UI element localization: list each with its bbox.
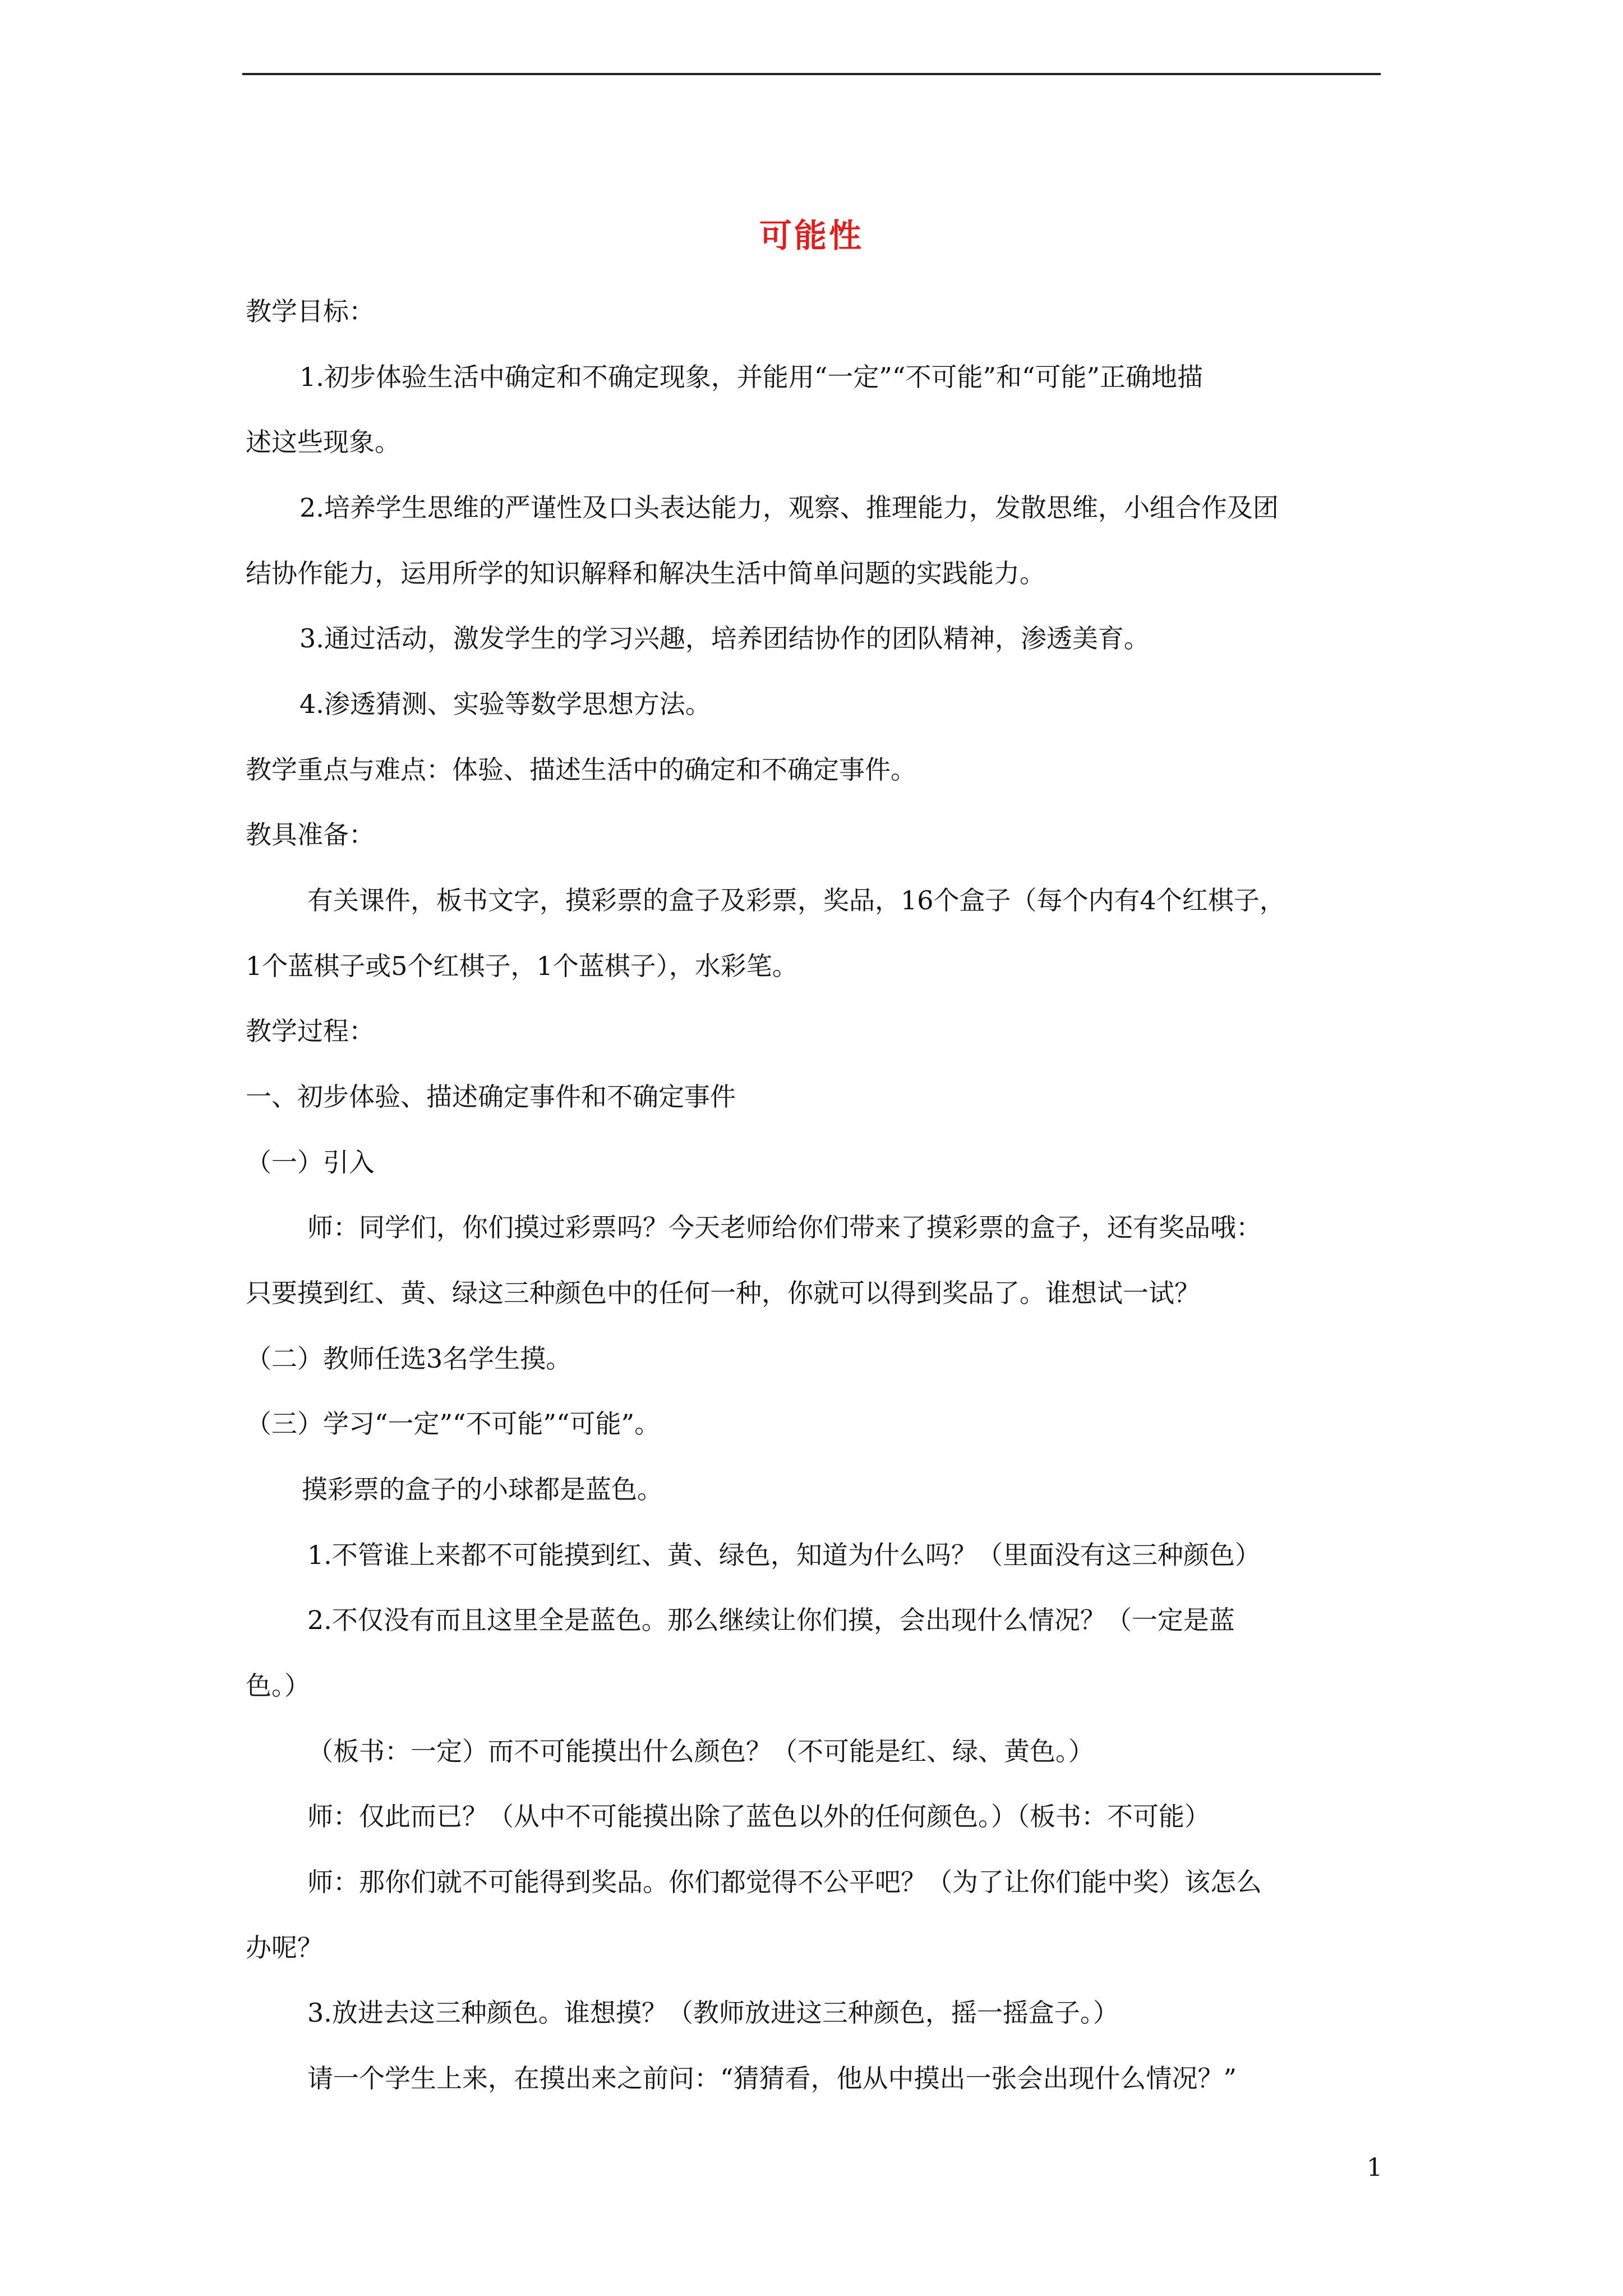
- paragraph-line: 述这些现象。: [246, 427, 400, 457]
- document-title: 可能性: [759, 217, 864, 255]
- paragraph-line: 结协作能力，运用所学的知识解释和解决生活中简单问题的实践能力。: [246, 558, 1045, 588]
- paragraph-line: 办呢？: [246, 1932, 323, 1963]
- section-heading-key-points: 教学重点与难点：体验、描述生活中的确定和不确定事件。: [246, 754, 916, 785]
- subsection-heading: （二）教师任选3名学生摸。: [246, 1343, 572, 1374]
- paragraph-line: 请一个学生上来，在摸出来之前问：“猜猜看，他从中摸出一张会出现什么情况？”: [307, 2063, 1237, 2093]
- subsection-heading: 一、初步体验、描述确定事件和不确定事件: [246, 1082, 736, 1112]
- header-rule: [242, 73, 1381, 75]
- paragraph-line: 色。）: [246, 1671, 310, 1701]
- paragraph-line: 2.不仅没有而且这里全是蓝色。那么继续让你们摸，会出现什么情况？（一定是蓝: [307, 1605, 1235, 1635]
- paragraph-line: 3.通过活动，激发学生的学习兴趣，培养团结协作的团队精神，渗透美育。: [299, 623, 1150, 654]
- paragraph-line: 4.渗透猜测、实验等数学思想方法。: [299, 689, 711, 719]
- paragraph-line: 师：那你们就不可能得到奖品。你们都觉得不公平吧？（为了让你们能中奖）该怎么: [307, 1867, 1262, 1897]
- paragraph-line: 1.初步体验生活中确定和不确定现象，并能用“一定”“不可能”和“可能”正确地描: [299, 362, 1203, 392]
- paragraph-line: 摸彩票的盒子的小球都是蓝色。: [302, 1474, 663, 1504]
- section-heading-objectives: 教学目标：: [246, 296, 375, 326]
- paragraph-line: 3.放进去这三种颜色。谁想摸？（教师放进这三种颜色，摇一摇盒子。）: [307, 1998, 1119, 2028]
- subsection-heading: （一）引入: [246, 1147, 375, 1177]
- paragraph-line: 2.培养学生思维的严谨性及口头表达能力，观察、推理能力，发散思维，小组合作及团: [299, 493, 1279, 523]
- paragraph-line: （板书：一定）而不可能摸出什么颜色？（不可能是红、绿、黄色。）: [307, 1736, 1094, 1766]
- page-number: 1: [1367, 2154, 1382, 2182]
- subsection-heading: （三）学习“一定”“不可能”“可能”。: [246, 1409, 661, 1439]
- paragraph-line: 只要摸到红、黄、绿这三种颜色中的任何一种，你就可以得到奖品了。谁想试一试？: [246, 1278, 1200, 1308]
- paragraph-line: 1个蓝棋子或5个红棋子，1个蓝棋子），水彩笔。: [246, 951, 798, 981]
- section-heading-process: 教学过程：: [246, 1016, 375, 1046]
- paragraph-line: 师：同学们，你们摸过彩票吗？今天老师给你们带来了摸彩票的盒子，还有奖品哦：: [307, 1212, 1262, 1243]
- paragraph-line: 师：仅此而已？（从中不可能摸出除了蓝色以外的任何颜色。）（板书：不可能）: [307, 1801, 1210, 1832]
- paragraph-line: 1.不管谁上来都不可能摸到红、黄、绿色，知道为什么吗？（里面没有这三种颜色）: [307, 1540, 1261, 1570]
- paragraph-line: 有关课件，板书文字，摸彩票的盒子及彩票，奖品，16个盒子（每个内有4个红棋子，: [307, 885, 1285, 915]
- section-heading-materials: 教具准备：: [246, 820, 375, 850]
